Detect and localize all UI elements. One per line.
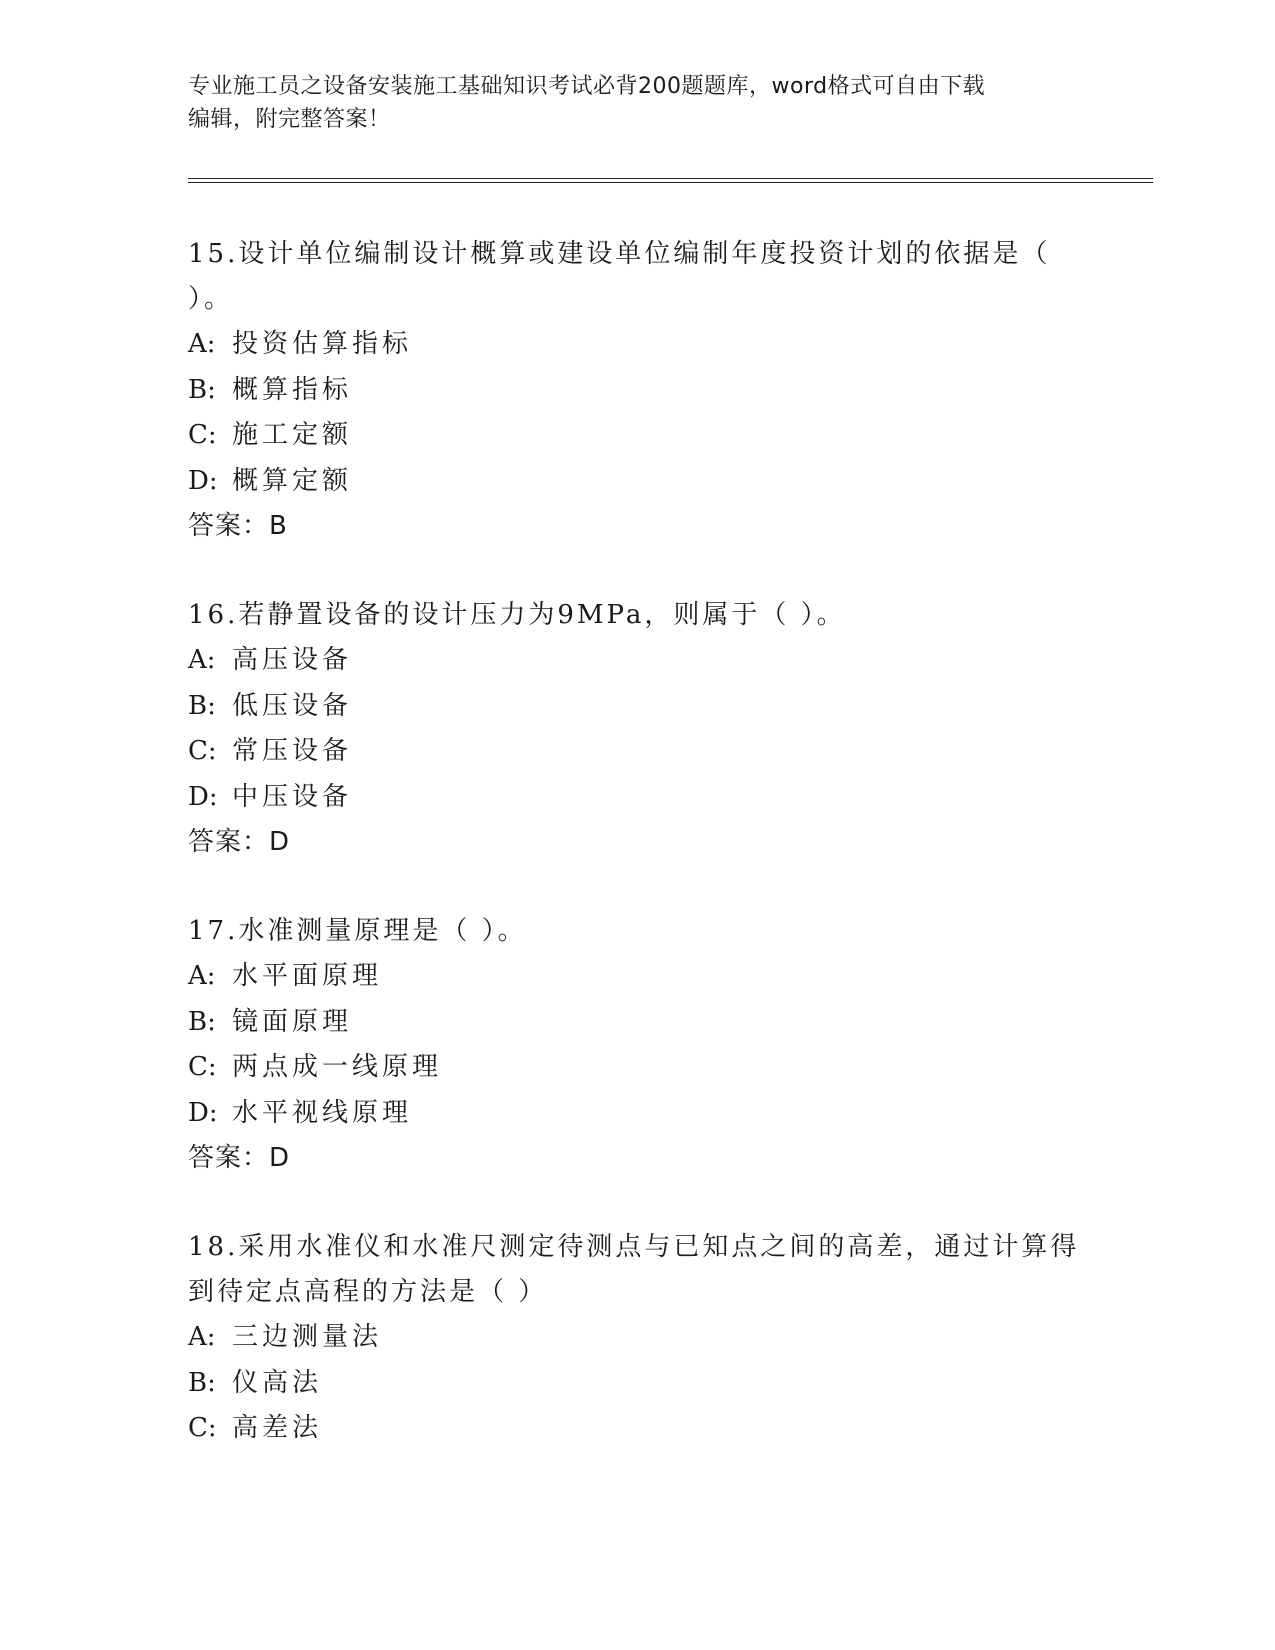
option-b [188,684,1088,730]
option-b [188,1000,1088,1046]
answer-line: 答案：D [188,827,291,857]
option-a [188,322,1088,368]
header-divider-bottom [188,182,1153,183]
option-letter: C: [188,736,217,766]
answer-line: 答案：D [188,1143,291,1173]
option-text: 概算指标 [232,374,353,405]
question-list [188,232,1088,1496]
option-text: 施工定额 [232,420,353,450]
question-text: 15.设计单位编制设计概算或建设单位编制年度投资计划的依据是（ [188,239,1051,269]
option-c [188,1406,1088,1452]
question-text: 17.水准测量原理是（ ）。 [188,916,527,946]
question-text: 16.若静置设备的设计压力为9MPa，则属于（ ）。 [188,600,846,630]
option-letter: C: [188,420,217,450]
option-letter: A: [188,1322,216,1352]
document-header [188,70,1068,136]
option-letter: D: [188,465,218,496]
option-a [188,1315,1088,1361]
option-text: 两点成一线原理 [232,1052,443,1082]
option-letter: C: [188,1052,217,1082]
option-letter: C: [188,1413,217,1443]
header-title-line-2: 编辑，附完整答案！ [188,107,391,132]
option-text: 水平视线原理 [232,1097,413,1128]
option-text: 三边测量法 [232,1322,383,1352]
question-18 [188,1225,1088,1452]
option-d [188,459,1088,505]
option-letter: A: [188,961,216,991]
option-letter: B: [188,374,216,405]
option-d [188,775,1088,821]
option-b [188,1361,1088,1407]
option-a [188,954,1088,1000]
option-letter: A: [188,329,216,359]
option-letter: B: [188,1367,216,1398]
option-text: 常压设备 [232,736,353,766]
option-text: 水平面原理 [232,961,383,991]
option-a [188,638,1088,684]
question-15 [188,232,1088,549]
option-text: 镜面原理 [232,1006,353,1037]
option-text: 低压设备 [232,690,353,721]
option-text: 高差法 [232,1413,323,1443]
option-letter: A: [188,645,216,675]
answer-line: 答案：B [188,511,288,541]
question-text: 18.采用水准仪和水准尺测定待测点与已知点之间的高差，通过计算得 [188,1232,1080,1262]
header-title-line-1: 专业施工员之设备安装施工基础知识考试必背200题题库，word格式可自由下载 [188,74,986,99]
question-text-continued: ）。 [188,284,234,314]
option-c [188,1045,1088,1091]
option-letter: B: [188,690,216,721]
header-divider-top [188,178,1153,179]
question-text-continued: 到待定点高程的方法是（ ） [188,1277,548,1307]
option-b [188,368,1088,414]
option-text: 投资估算指标 [232,329,413,359]
option-letter: D: [188,781,218,812]
question-16 [188,593,1088,865]
option-c [188,729,1088,775]
option-c [188,413,1088,459]
question-17 [188,909,1088,1181]
option-text: 仪高法 [232,1367,323,1398]
option-d [188,1091,1088,1137]
option-text: 中压设备 [232,781,353,812]
option-text: 概算定额 [232,465,353,496]
option-letter: B: [188,1006,216,1037]
option-letter: D: [188,1097,218,1128]
option-text: 高压设备 [232,645,353,675]
